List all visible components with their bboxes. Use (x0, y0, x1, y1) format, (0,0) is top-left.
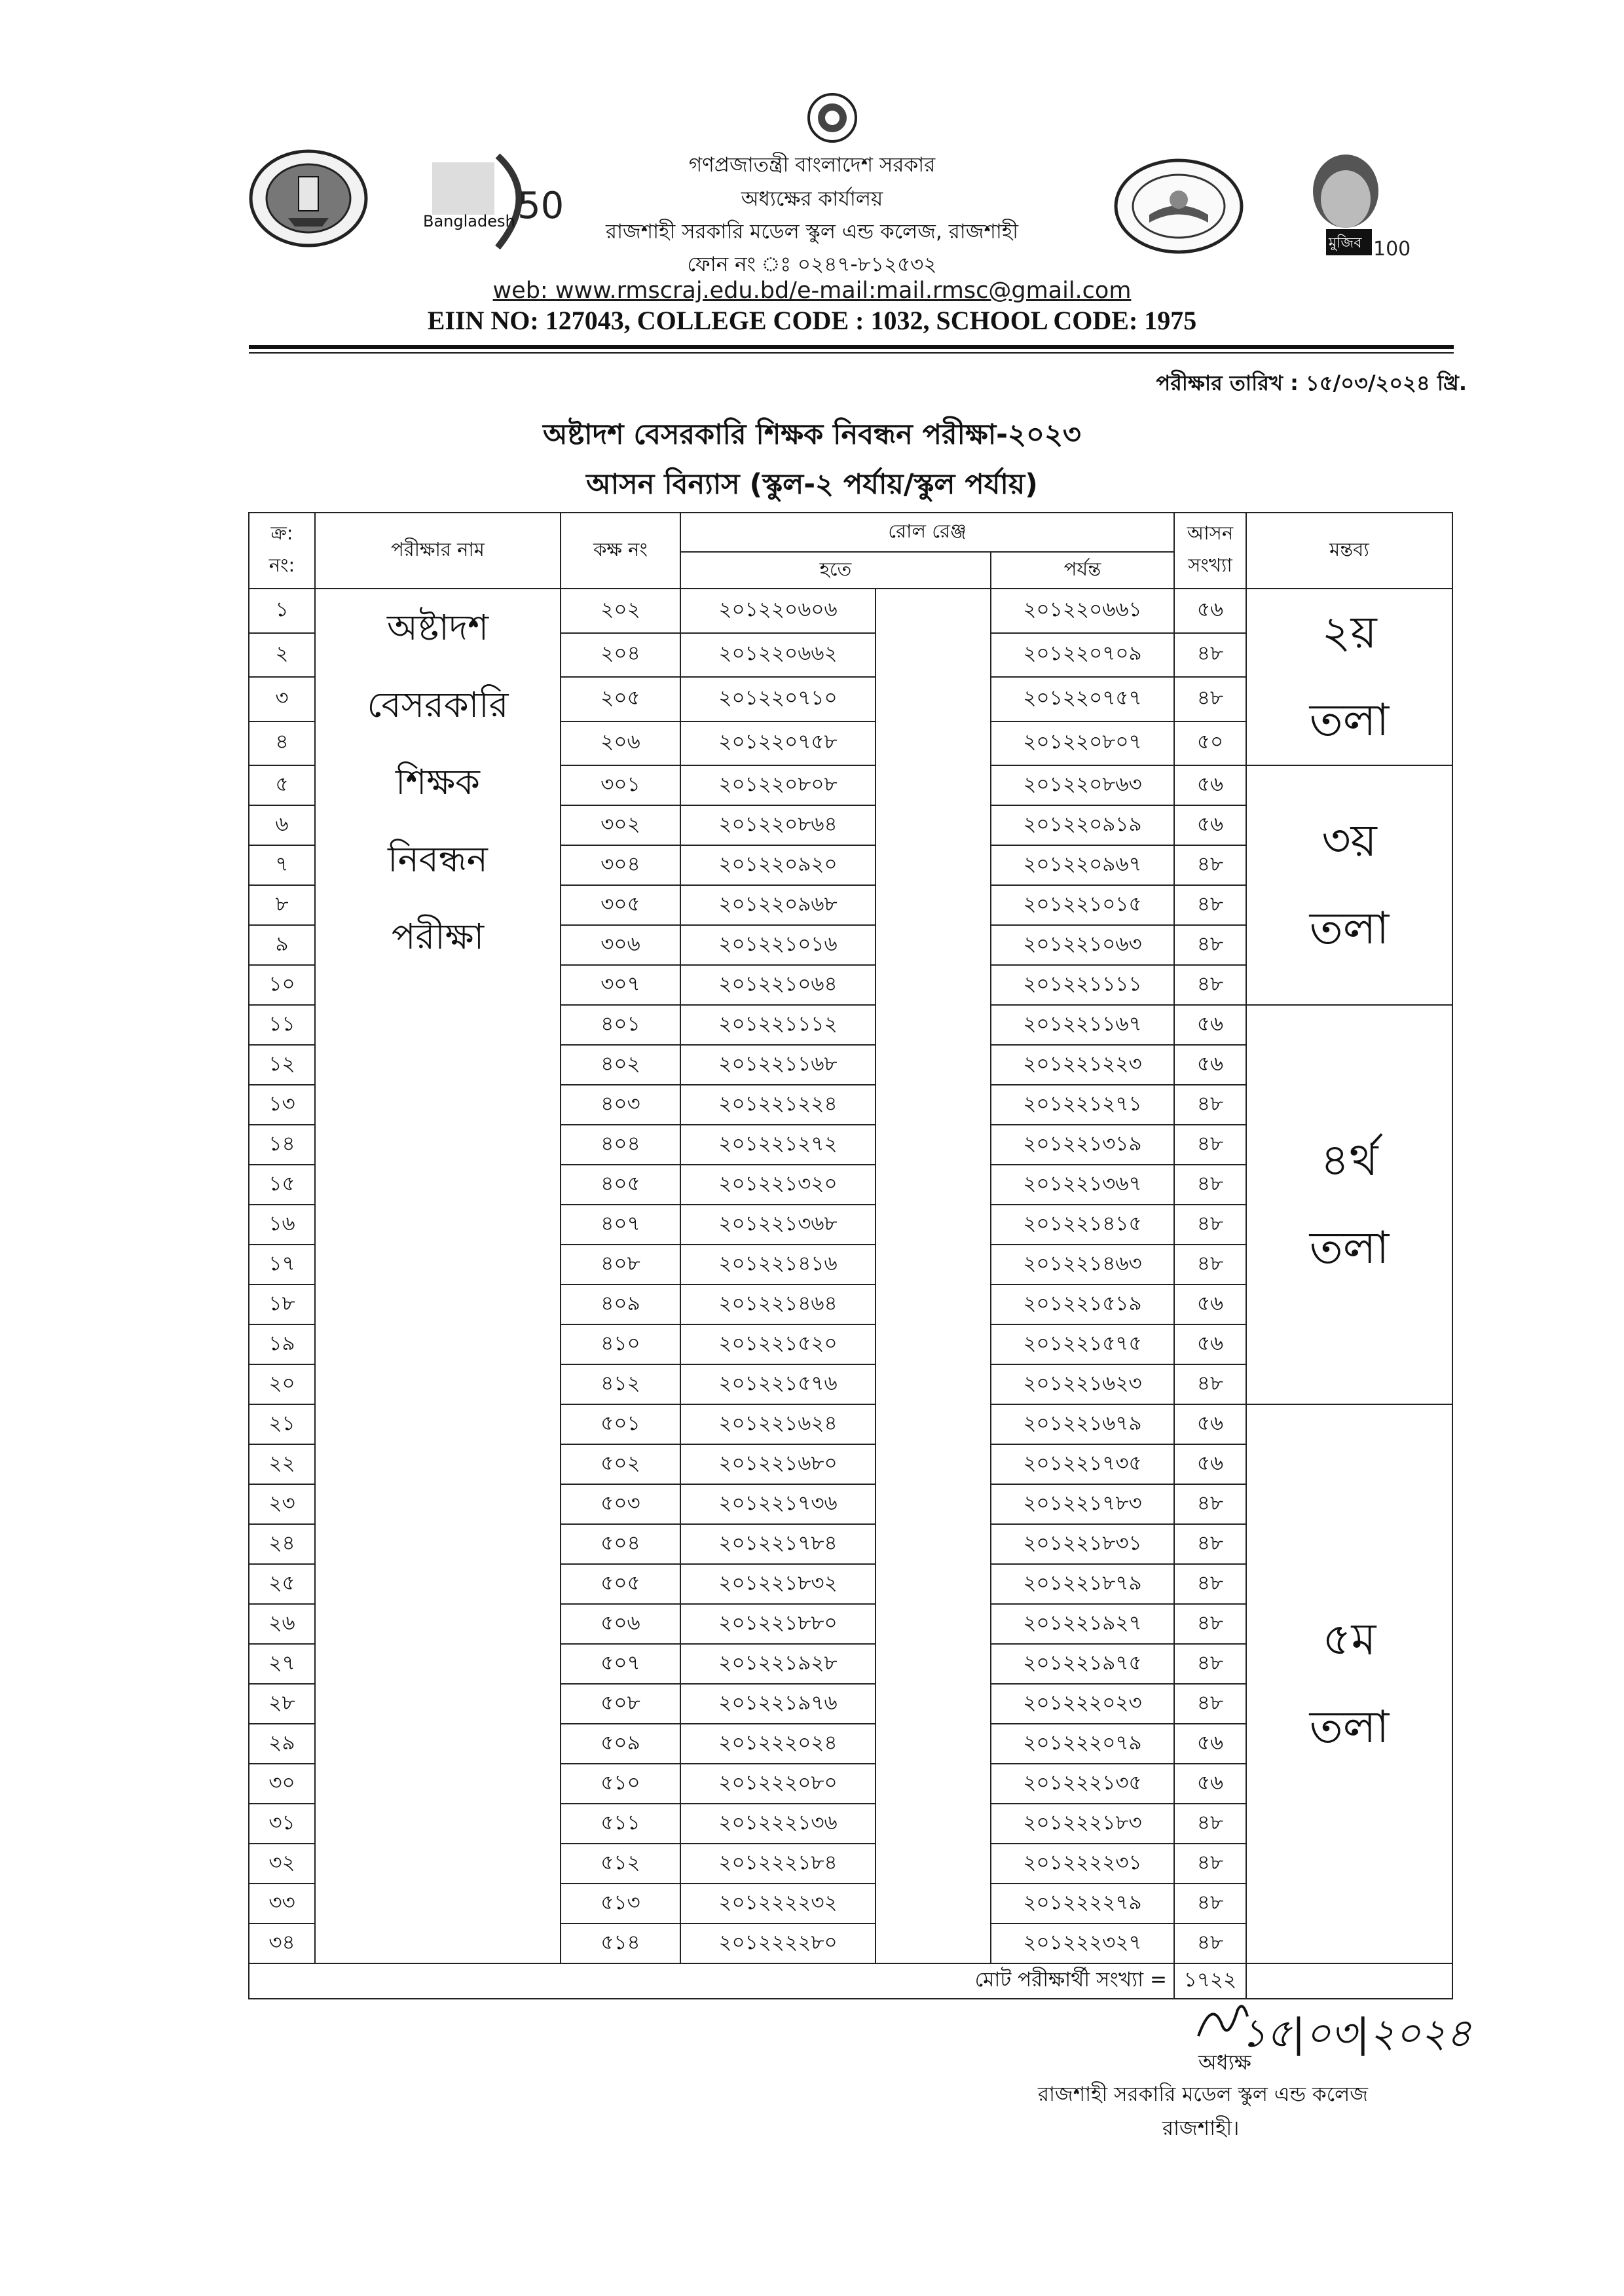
room-cell: ৫০৫ (561, 1564, 680, 1604)
floor-word: তলা (1309, 903, 1390, 955)
roll-gap-cell (876, 1324, 991, 1364)
seats-cell: ৪৮ (1174, 1085, 1246, 1125)
roll-gap-cell (876, 1484, 991, 1524)
floor-word: তলা (1309, 1702, 1390, 1753)
seats-cell: ৫৬ (1174, 1404, 1246, 1444)
table-row (249, 589, 1452, 633)
header-roll-range: রোল রেঞ্জ (680, 513, 1174, 552)
room-cell: ৫০৮ (561, 1684, 680, 1724)
document-subtitle: আসন বিন্যাস (স্কুল-২ পর্যায়/স্কুল পর্যায়) (586, 468, 1038, 501)
room-cell: ৫০৪ (561, 1524, 680, 1564)
room-cell: ২০৬ (561, 721, 680, 766)
exam-date: পরীক্ষার তারিখ : ১৫/০৩/২০২৪ খ্রি. (1156, 371, 1467, 395)
roll-to-cell: ২০১২২০৮৬৩ (991, 765, 1174, 805)
roll-gap-cell (876, 589, 991, 633)
room-cell: ৫০৩ (561, 1484, 680, 1524)
serial-cell: ২৩ (249, 1484, 315, 1524)
header-serial-line2: নং: (268, 554, 295, 576)
roll-to-cell: ২০১২২১১৬৭ (991, 1005, 1174, 1045)
room-cell: ৪০১ (561, 1005, 680, 1045)
roll-from-cell: ২০১২২১৮৮০ (680, 1604, 876, 1644)
room-cell: ৪০৫ (561, 1165, 680, 1205)
exam-name-cell (315, 589, 561, 1963)
floor-remark-cell (1246, 1404, 1452, 1963)
document-title: অষ্টাদশ বেসরকারি শিক্ষক নিবন্ধন পরীক্ষা-২০২৩ (543, 418, 1081, 451)
roll-from-cell: ২০১২২১১১২ (680, 1005, 876, 1045)
header-divider-thick (249, 345, 1454, 349)
serial-cell: ১৩ (249, 1085, 315, 1125)
room-cell: ৪০২ (561, 1045, 680, 1085)
room-cell: ৫১১ (561, 1804, 680, 1844)
room-cell: ৪০৮ (561, 1245, 680, 1285)
room-cell: ৪০৪ (561, 1125, 680, 1165)
roll-gap-cell (876, 1804, 991, 1844)
seats-cell: ৪৮ (1174, 1524, 1246, 1564)
roll-to-cell: ২০১২২২২৭৯ (991, 1884, 1174, 1923)
room-cell: ৫০১ (561, 1404, 680, 1444)
serial-cell: ২৪ (249, 1524, 315, 1564)
header-serial-line1: ক্র: (270, 522, 293, 544)
seats-cell: ৫৬ (1174, 1045, 1246, 1085)
seats-cell: ৪৮ (1174, 1923, 1246, 1963)
roll-from-cell: ২০১২২২০২৪ (680, 1724, 876, 1764)
seats-cell: ৫৬ (1174, 1005, 1246, 1045)
header-exam-name: পরীক্ষার নাম (315, 513, 561, 589)
roll-from-cell: ২০১২২১৭৮৪ (680, 1524, 876, 1564)
serial-cell: ১৫ (249, 1165, 315, 1205)
roll-from-cell: ২০১২২১৬২৪ (680, 1404, 876, 1444)
roll-from-cell: ২০১২২২১৩৬ (680, 1804, 876, 1844)
seats-cell: ৪৮ (1174, 1844, 1246, 1884)
government-emblem-logo (807, 92, 858, 144)
floor-number: ২য় (1321, 607, 1377, 659)
roll-from-cell: ২০১২২১৪১৬ (680, 1245, 876, 1285)
serial-cell: ১২ (249, 1045, 315, 1085)
room-cell: ৫০৯ (561, 1724, 680, 1764)
room-cell: ৫১৩ (561, 1884, 680, 1923)
room-cell: ৫১০ (561, 1764, 680, 1804)
room-cell: ৩০২ (561, 805, 680, 845)
room-cell: ৫০৭ (561, 1644, 680, 1684)
seats-cell: ৪৮ (1174, 1804, 1246, 1844)
svg-text:50: 50 (517, 185, 564, 227)
roll-gap-cell (876, 1524, 991, 1564)
header-seats-line2: সংখ্যা (1188, 554, 1232, 576)
serial-cell: ৩০ (249, 1764, 315, 1804)
serial-cell: ২৫ (249, 1564, 315, 1604)
signatory-title: অধ্যক্ষ (1198, 2050, 1251, 2075)
total-row (249, 1963, 1452, 1999)
room-cell: ৩০৪ (561, 845, 680, 885)
roll-to-cell: ২০১২২১৪১৫ (991, 1205, 1174, 1245)
roll-to-cell: ২০১২২১৯২৭ (991, 1604, 1174, 1644)
total-blank-cell (1246, 1963, 1452, 1999)
seats-cell: ৪৮ (1174, 1644, 1246, 1684)
serial-cell: ১০ (249, 965, 315, 1005)
roll-gap-cell (876, 965, 991, 1005)
roll-gap-cell (876, 1564, 991, 1604)
serial-cell: ৩ (249, 677, 315, 721)
serial-cell: ২৭ (249, 1644, 315, 1684)
roll-from-cell: ২০১২২২০৮০ (680, 1764, 876, 1804)
serial-cell: ১৬ (249, 1205, 315, 1245)
roll-from-cell: ২০১২২২১৮৪ (680, 1844, 876, 1884)
header-room: কক্ষ নং (561, 513, 680, 589)
roll-to-cell: ২০১২২১৭৩৫ (991, 1444, 1174, 1484)
roll-to-cell: ২০১২২০৮০৭ (991, 721, 1174, 766)
roll-to-cell: ২০১২২২২৩১ (991, 1844, 1174, 1884)
roll-to-cell: ২০১২২১৮৩১ (991, 1524, 1174, 1564)
svg-text:100: 100 (1373, 238, 1411, 261)
floor-word: তলা (1309, 695, 1390, 746)
serial-cell: ৯ (249, 925, 315, 965)
roll-gap-cell (876, 1165, 991, 1205)
roll-to-cell: ২০১২২১৬২৩ (991, 1364, 1174, 1404)
roll-to-cell: ২০১২২১২৭১ (991, 1085, 1174, 1125)
roll-to-cell: ২০১২২১১১১ (991, 965, 1174, 1005)
roll-gap-cell (876, 1884, 991, 1923)
roll-from-cell: ২০১২২১৮৩২ (680, 1564, 876, 1604)
room-cell: ৪০৭ (561, 1205, 680, 1245)
seats-cell: ৪৮ (1174, 1245, 1246, 1285)
total-label: মোট পরীক্ষার্থী সংখ্যা = (249, 1963, 1174, 1999)
serial-cell: ৩২ (249, 1844, 315, 1884)
roll-to-cell: ২০১২২১৩৬৭ (991, 1165, 1174, 1205)
room-cell: ৫০২ (561, 1444, 680, 1484)
roll-from-cell: ২০১২২০৮৬৪ (680, 805, 876, 845)
room-cell: ৫১২ (561, 1844, 680, 1884)
roll-gap-cell (876, 805, 991, 845)
serial-cell: ৩৪ (249, 1923, 315, 1963)
office-name: অধ্যক্ষের কার্যালয় (741, 187, 883, 211)
room-cell: ২০২ (561, 589, 680, 633)
roll-from-cell: ২০১২২১১৬৮ (680, 1045, 876, 1085)
seats-cell: ৫৬ (1174, 1724, 1246, 1764)
roll-from-cell: ২০১২২০৬০৬ (680, 589, 876, 633)
seats-cell: ৪৮ (1174, 925, 1246, 965)
roll-from-cell: ২০১২২১৯২৮ (680, 1644, 876, 1684)
logo-mujib-text: মুজিব (1329, 235, 1362, 251)
exam-name-line: নিবন্ধন (388, 839, 488, 880)
roll-gap-cell (876, 1205, 991, 1245)
roll-to-cell: ২০১২২২৩২৭ (991, 1923, 1174, 1963)
room-cell: ৪১২ (561, 1364, 680, 1404)
header-divider-thin (249, 352, 1454, 354)
room-cell: ৫১৪ (561, 1923, 680, 1963)
roll-gap-cell (876, 925, 991, 965)
floor-remark-cell (1246, 765, 1452, 1005)
seats-cell: ৪৮ (1174, 633, 1246, 678)
roll-gap-cell (876, 677, 991, 721)
roll-to-cell: ২০১২২২০২৩ (991, 1684, 1174, 1724)
room-cell: ৩০৬ (561, 925, 680, 965)
header-seats-line1: আসন (1187, 522, 1234, 544)
exam-name-line: অষ্টাদশ (386, 607, 489, 648)
seats-cell: ৪৮ (1174, 845, 1246, 885)
header-remarks: মন্তব্য (1246, 513, 1452, 589)
seats-cell: ৪৮ (1174, 1604, 1246, 1644)
serial-cell: ২০ (249, 1364, 315, 1404)
roll-from-cell: ২০১২২১৫২০ (680, 1324, 876, 1364)
roll-to-cell: ২০১২২১০৬৩ (991, 925, 1174, 965)
room-cell: ৫০৬ (561, 1604, 680, 1644)
roll-gap-cell (876, 1085, 991, 1125)
serial-cell: ২৮ (249, 1684, 315, 1724)
roll-to-cell: ২০১২২০৭৫৭ (991, 677, 1174, 721)
roll-gap-cell (876, 1444, 991, 1484)
roll-to-cell: ২০১২২১৫১৯ (991, 1285, 1174, 1324)
roll-to-cell: ২০১২২১৪৬৩ (991, 1245, 1174, 1285)
total-value: ১৭২২ (1174, 1963, 1246, 1999)
roll-gap-cell (876, 1684, 991, 1724)
roll-to-cell: ২০১২২২১৩৫ (991, 1764, 1174, 1804)
serial-cell: ৪ (249, 721, 315, 766)
floor-word: তলা (1309, 1222, 1390, 1274)
roll-to-cell: ২০১২২১৯৭৫ (991, 1644, 1174, 1684)
roll-to-cell: ২০১২২১০১৫ (991, 885, 1174, 925)
room-cell: ২০৫ (561, 677, 680, 721)
seats-cell: ৪৮ (1174, 1364, 1246, 1404)
roll-from-cell: ২০১২২১৬৮০ (680, 1444, 876, 1484)
roll-from-cell: ২০১২২১৯৭৬ (680, 1684, 876, 1724)
roll-to-cell: ২০১২২২০৭৯ (991, 1724, 1174, 1764)
logo-bangladesh-text: Bangladesh (423, 212, 515, 230)
roll-from-cell: ২০১২২০৮০৮ (680, 765, 876, 805)
roll-gap-cell (876, 1045, 991, 1085)
serial-cell: ৩১ (249, 1804, 315, 1844)
roll-gap-cell (876, 1923, 991, 1963)
seats-cell: ৫৬ (1174, 805, 1246, 845)
seats-cell: ৪৮ (1174, 1684, 1246, 1724)
seats-cell: ৪৮ (1174, 1205, 1246, 1245)
college-name: রাজশাহী সরকারি মডেল স্কুল এন্ড কলেজ, রাজশাহী (606, 220, 1018, 244)
room-cell: ৪০৩ (561, 1085, 680, 1125)
roll-gap-cell (876, 885, 991, 925)
roll-to-cell: ২০১২২০৬৬১ (991, 589, 1174, 633)
room-cell: ৩০৭ (561, 965, 680, 1005)
header-seats (1174, 513, 1246, 589)
serial-cell: ৬ (249, 805, 315, 845)
signatory-college: রাজশাহী সরকারি মডেল স্কুল এন্ড কলেজ (1038, 2083, 1368, 2106)
roll-to-cell: ২০১২২১৬৭৯ (991, 1404, 1174, 1444)
roll-from-cell: ২০১২২১২২৪ (680, 1085, 876, 1125)
seats-cell: ৫৬ (1174, 589, 1246, 633)
exam-name-line: পরীক্ষা (391, 916, 485, 957)
web-email-line[interactable]: web: www.rmscraj.edu.bd/e-mail:mail.rmsc@gmail.com (492, 278, 1132, 304)
roll-from-cell: ২০১২২০৭৫৮ (680, 721, 876, 766)
seats-cell: ৫৬ (1174, 1764, 1246, 1804)
roll-from-cell: ২০১২২১৩২০ (680, 1165, 876, 1205)
roll-gap-cell (876, 1285, 991, 1324)
roll-gap-cell (876, 1764, 991, 1804)
exam-name-line: শিক্ষক (396, 761, 480, 803)
roll-from-cell: ২০১২২১৪৬৪ (680, 1285, 876, 1324)
roll-gap-cell (876, 1844, 991, 1884)
header-to: পর্যন্ত (991, 552, 1174, 589)
room-cell: ২০৪ (561, 633, 680, 678)
roll-to-cell: ২০১২২১৩১৯ (991, 1125, 1174, 1165)
roll-gap-cell (876, 765, 991, 805)
roll-from-cell: ২০১২২১০১৬ (680, 925, 876, 965)
signatory-city: রাজশাহী। (1162, 2117, 1240, 2140)
roll-gap-cell (876, 1125, 991, 1165)
roll-gap-cell (876, 1604, 991, 1644)
roll-gap-cell (876, 633, 991, 678)
phone-number: ফোন নং ঃ ০২৪৭-৮১২৫৩২ (687, 253, 937, 276)
roll-gap-cell (876, 1245, 991, 1285)
roll-gap-cell (876, 1404, 991, 1444)
roll-from-cell: ২০১২২০৭১০ (680, 677, 876, 721)
roll-from-cell: ২০১২২১২৭২ (680, 1125, 876, 1165)
seats-cell: ৪৮ (1174, 885, 1246, 925)
institution-codes: EIIN NO: 127043, COLLEGE CODE : 1032, SCHOOL CODE: 1975 (427, 306, 1197, 335)
serial-cell: ২ (249, 633, 315, 678)
room-cell: ৪০৯ (561, 1285, 680, 1324)
roll-gap-cell (876, 1644, 991, 1684)
seats-cell: ৫৬ (1174, 765, 1246, 805)
serial-cell: ৩৩ (249, 1884, 315, 1923)
serial-cell: ৮ (249, 885, 315, 925)
roll-from-cell: ২০১২২১৫৭৬ (680, 1364, 876, 1404)
seats-cell: ৪৮ (1174, 1564, 1246, 1604)
floor-remark-cell (1246, 589, 1452, 765)
serial-cell: ১৭ (249, 1245, 315, 1285)
serial-cell: ২১ (249, 1404, 315, 1444)
serial-cell: ৭ (249, 845, 315, 885)
government-name: গণপ্রজাতন্ত্রী বাংলাদেশ সরকার (688, 153, 936, 177)
serial-cell: ৫ (249, 765, 315, 805)
header-serial (249, 513, 315, 589)
roll-to-cell: ২০১২২০৯৬৭ (991, 845, 1174, 885)
roll-gap-cell (876, 1364, 991, 1404)
serial-cell: ১৮ (249, 1285, 315, 1324)
roll-gap-cell (876, 1724, 991, 1764)
seats-cell: ৪৮ (1174, 965, 1246, 1005)
seats-cell: ৫৬ (1174, 1444, 1246, 1484)
roll-from-cell: ২০১২২১৩৬৮ (680, 1205, 876, 1245)
seat-plan-table (248, 512, 1453, 1999)
serial-cell: ১৪ (249, 1125, 315, 1165)
exam-name-line: বেসরকারি (367, 684, 509, 725)
floor-number: ৫ম (1322, 1614, 1376, 1666)
roll-from-cell: ২০১২২২২৮০ (680, 1923, 876, 1963)
seats-cell: ৫০ (1174, 721, 1246, 766)
floor-number: ৩য় (1321, 815, 1377, 867)
roll-from-cell: ২০১২২১৭৩৬ (680, 1484, 876, 1524)
roll-gap-cell (876, 1005, 991, 1045)
room-cell: ৪১০ (561, 1324, 680, 1364)
seats-cell: ৪৮ (1174, 1165, 1246, 1205)
roll-to-cell: ২০১২২১৭৮৩ (991, 1484, 1174, 1524)
floor-remark-cell (1246, 1005, 1452, 1404)
roll-to-cell: ২০১২২০৭০৯ (991, 633, 1174, 678)
seats-cell: ৪৮ (1174, 1125, 1246, 1165)
room-cell: ৩০১ (561, 765, 680, 805)
roll-from-cell: ২০১২২১০৬৪ (680, 965, 876, 1005)
serial-cell: ১ (249, 589, 315, 633)
roll-to-cell: ২০১২২০৯১৯ (991, 805, 1174, 845)
roll-to-cell: ২০১২২১২২৩ (991, 1045, 1174, 1085)
roll-gap-cell (876, 845, 991, 885)
seats-cell: ৫৬ (1174, 1324, 1246, 1364)
roll-from-cell: ২০১২২০৯২০ (680, 845, 876, 885)
seats-cell: ৪৮ (1174, 677, 1246, 721)
roll-gap-cell (876, 721, 991, 766)
roll-to-cell: ২০১২২২১৮৩ (991, 1804, 1174, 1844)
roll-to-cell: ২০১২২১৫৭৫ (991, 1324, 1174, 1364)
serial-cell: ২৯ (249, 1724, 315, 1764)
roll-from-cell: ২০১২২০৯৬৮ (680, 885, 876, 925)
serial-cell: ২২ (249, 1444, 315, 1484)
serial-cell: ১১ (249, 1005, 315, 1045)
serial-cell: ২৬ (249, 1604, 315, 1644)
roll-from-cell: ২০১২২২২৩২ (680, 1884, 876, 1923)
floor-number: ৪র্থ (1320, 1135, 1378, 1186)
seats-cell: ৪৮ (1174, 1484, 1246, 1524)
handwritten-date: ১৫|০৩|২০২৪ (1241, 2011, 1472, 2056)
seat-plan-body (249, 589, 1452, 1963)
seats-cell: ৪৮ (1174, 1884, 1246, 1923)
roll-to-cell: ২০১২২১৮৭৯ (991, 1564, 1174, 1604)
header-from: হতে (680, 552, 991, 589)
serial-cell: ১৯ (249, 1324, 315, 1364)
roll-from-cell: ২০১২২০৬৬২ (680, 633, 876, 678)
seats-cell: ৫৬ (1174, 1285, 1246, 1324)
room-cell: ৩০৫ (561, 885, 680, 925)
